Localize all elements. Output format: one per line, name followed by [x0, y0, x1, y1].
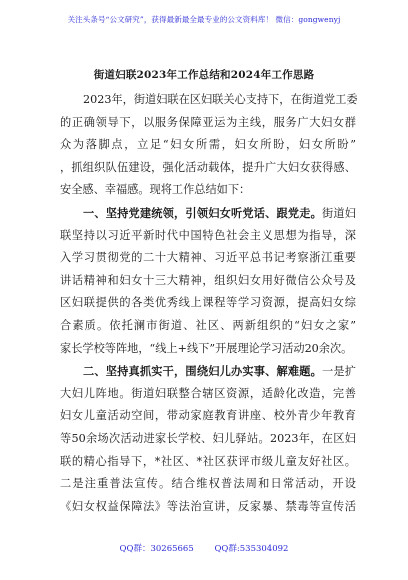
paragraph-line: 联坚持以习近平新时代中国特色社会主义思想为指导，深	[60, 228, 356, 242]
paragraph-line: 《妇女权益保障法》等法治宣讲，反家暴、禁毒等宣传活	[60, 499, 356, 513]
paragraph-line: 入学习贯彻党的二十大精神、习近平总书记考察浙江重要	[60, 251, 356, 265]
section-two-first-line	[60, 360, 356, 383]
paragraph-line: 安全感、幸福感。现将工作总结如下：	[60, 183, 251, 197]
document-title: 街道妇联2023年工作总结和2024年工作思路	[93, 69, 315, 81]
paragraph-line: 二是注重普法宣传。结合维权普法周和日常活动，开设	[60, 477, 356, 491]
paragraph-line: 讲话精神和妇女十三大精神，组织妇女用好微信公众号及	[60, 273, 356, 287]
paragraph-line: 家长学校等阵地，“线上+线下”开展理论学习活动20余次。	[60, 341, 353, 355]
footer-qq-group-2: QQ群:535304092	[214, 544, 289, 554]
section-one-heading-continuation: 街道妇	[322, 206, 356, 220]
paragraph-line: 的正确领导下，以服务保障亚运为主线，服务广大妇女群	[60, 115, 356, 129]
paragraph-line: 区妇联提供的各类优秀线上课程等学习资源，提高妇女综	[60, 296, 356, 310]
paragraph-line: 妇女儿童活动空间，带动家庭教育讲座、校外青少年教育	[60, 409, 356, 423]
paragraph-line: 联的精心指导下，*社区、*社区获评市级儿童友好社区。	[60, 454, 356, 468]
paragraph-line: ，抓组织队伍建设，强化活动载体，提升广大妇女获得感、	[60, 160, 356, 174]
paragraph-line: 2023年，街道妇联在区妇联关心支持下，在街道党工委	[83, 93, 358, 106]
paragraph-line: 合素质。依托澜市街道、社区、两新组织的“妇女之家”	[60, 318, 356, 332]
paragraph-line: 众为落脚点，立足“妇女所需，妇女所盼，妇女所盼”	[60, 138, 356, 152]
footer-contact	[0, 542, 408, 554]
section-one-first-line	[60, 202, 356, 225]
section-two-heading: 二、坚持真抓实干，围绕妇儿办实事、解难题。	[83, 364, 323, 379]
section-one-heading: 一、坚持党建统领，引领妇女听党话、跟党走。	[83, 205, 323, 220]
paragraph-line: 等50余场次活动进家长学校、妇儿驿站。2023年，在区妇	[60, 431, 356, 445]
footer-qq-group-1: QQ群：30265665	[119, 544, 194, 554]
section-two-heading-continuation: 一是扩	[322, 365, 356, 379]
document-body	[60, 89, 356, 518]
header-banner: 关注头条号“公文研究”，获得最新最全最专业的公文资料库！ 微信：gongwenyj	[67, 15, 341, 24]
paragraph-line: 大妇儿阵地。街道妇联整合辖区资源，适龄化改造，完善	[60, 386, 356, 400]
